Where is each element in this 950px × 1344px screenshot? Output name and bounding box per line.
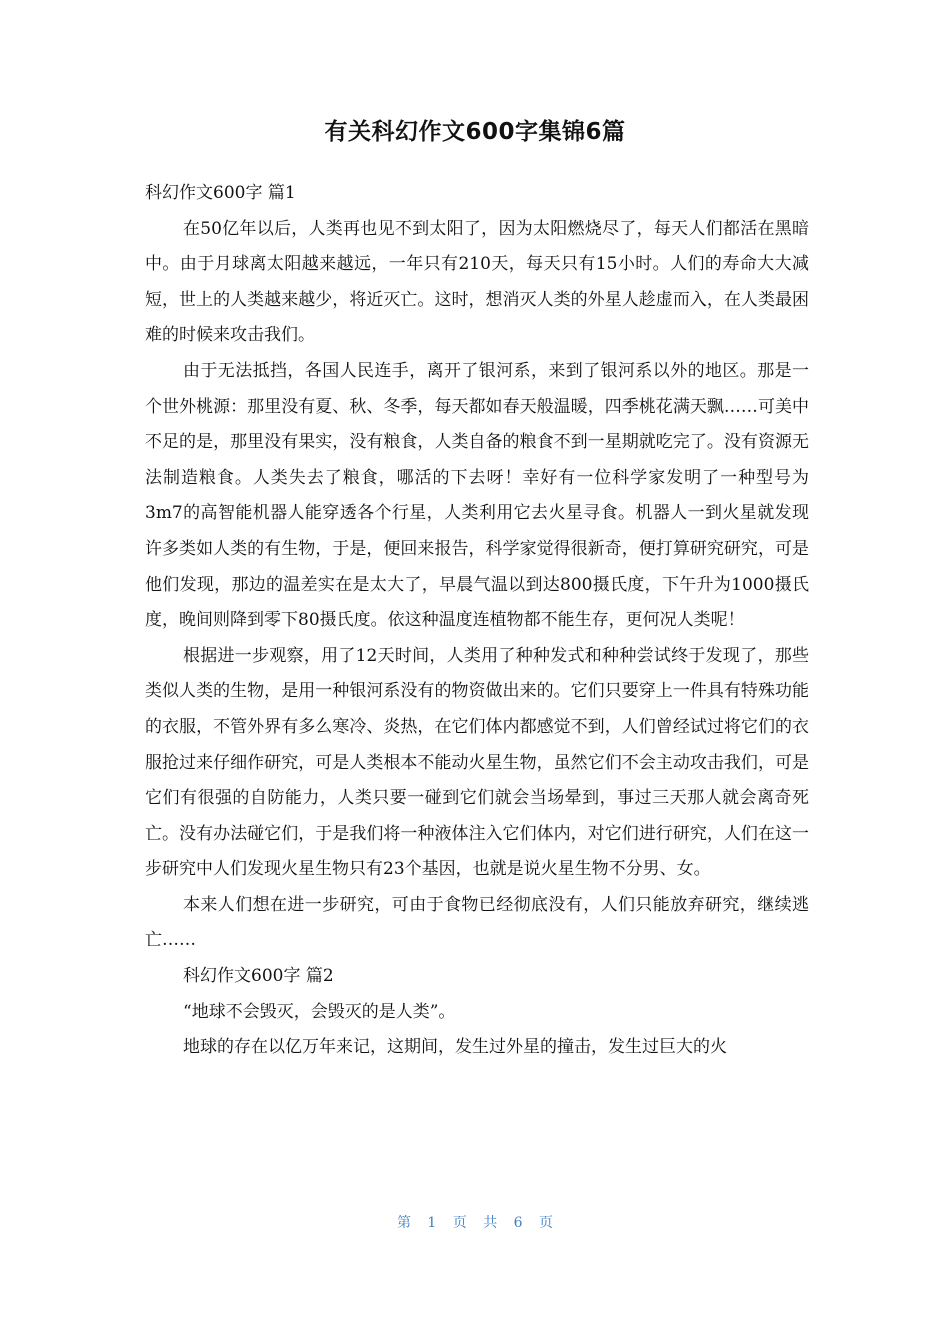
- page-number-footer: 第 1 页 共 6 页: [396, 1215, 554, 1231]
- paragraph: 由于无法抵挡，各国人民连手，离开了银河系，来到了银河系以外的地区。那是一个世外桃源：那里没有夏、秋、冬季，每天都如春天般温暖，四季桃花满天飘……可美中不足的是，那里没有果实，没有粮食，人类自备的粮食不到一星期就吃完了。没有资源无法制造粮食。人类失去了粮食，哪活的下去呀！幸好有一位科学家发明了一种型号为3m7的高智能机器人能穿透各个行星，人类利用它去火星寻食。机器人一到火星就发现许多类如人类的有生物，于是，便回来报告，科学家觉得很新奇，便打算研究研究，可是他们发现，那边的温差实在是太大了，早晨气温以到达800摄氏度，下午升为1000摄氏度，晚间则降到零下80摄氏度。依这种温度连植物都不能生存，更何况人类呢！: [145, 360, 809, 631]
- paragraph: “地球不会毁灭，会毁灭的是人类”。: [183, 1001, 456, 1022]
- section-heading: 科幻作文600字 篇2: [183, 966, 334, 987]
- document-title: 有关科幻作文600字集锦6篇: [324, 119, 626, 145]
- document-body: [145, 176, 809, 1066]
- paragraph: 在50亿年以后，人类再也见不到太阳了，因为太阳燃烧尽了，每天人们都活在黑暗中。由于月球离太阳越来越远，一年只有210天，每天只有15小时。人们的寿命大大减短，世上的人类越来越少，将近灭亡。这时，想消灭人类的外星人趁虚而入，在人类最困难的时候来攻击我们。: [145, 218, 809, 346]
- section-heading: 科幻作文600字 篇1: [145, 183, 296, 203]
- paragraph: 根据进一步观察，用了12天时间，人类用了种种发式和种种尝试终于发现了，那些类似人类的生物，是用一种银河系没有的物资做出来的。它们只要穿上一件具有特殊功能的衣服，不管外界有多么寒冷、炎热，在它们体内都感觉不到，人们曾经试过将它们的衣服抢过来仔细作研究，可是人类根本不能动火星生物，虽然它们不会主动攻击我们，可是它们有很强的自防能力，人类只要一碰到它们就会当场晕到，事过三天那人就会离奇死亡。没有办法碰它们，于是我们将一种液体注入它们体内，对它们进行研究，人们在这一步研究中人们发现火星生物只有23个基因，也就是说火星生物不分男、女。: [145, 645, 809, 880]
- paragraph: 本来人们想在进一步研究，可由于食物已经彻底没有，人们只能放弃研究，继续逃亡……: [145, 894, 809, 951]
- paragraph: 地球的存在以亿万年来记，这期间，发生过外星的撞击，发生过巨大的火: [183, 1037, 727, 1058]
